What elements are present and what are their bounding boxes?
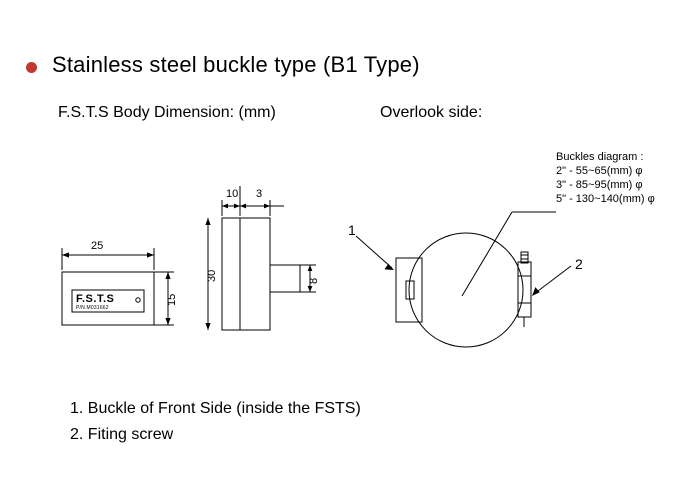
dim-side-tab: 8 — [308, 277, 320, 284]
dim-side-top-left: 10 — [226, 188, 239, 200]
overlook-screw-head — [521, 252, 528, 263]
buckles-note-leader — [462, 212, 512, 296]
side-view-dim10-arrow-left — [222, 204, 228, 209]
overlook-clamp-ring — [409, 233, 523, 347]
callout-2-label: 2 — [575, 256, 583, 272]
dim-front-width: 25 — [91, 240, 104, 252]
front-view-width-arrow-right — [147, 252, 154, 257]
callout-1-label: 1 — [348, 222, 356, 238]
fsts-part-number: P/N.M031662 — [76, 305, 109, 311]
footnote-item: 2. Fiting screw — [70, 426, 174, 443]
front-view-label-text — [76, 293, 142, 311]
overlook-buckle-slot — [406, 281, 414, 299]
side-view-dim3-arrow-right — [264, 204, 270, 209]
callout-2-arrow — [532, 287, 540, 296]
callout-1-leader — [356, 236, 392, 268]
body-dimension-label: F.S.T.S Body Dimension: (mm) — [58, 104, 276, 121]
side-view-body — [222, 218, 270, 330]
overlook-side-label: Overlook side: — [380, 104, 483, 121]
buckles-note-line: 5" - 130~140(mm) φ — [556, 193, 655, 205]
front-view-height-arrow-top — [165, 272, 170, 279]
side-view-dim10-arrow-right — [234, 204, 240, 209]
callout-1-arrow — [385, 264, 395, 270]
side-view-tab — [270, 265, 300, 292]
side-view-tab-arrow-top — [308, 265, 313, 271]
side-view-dim3-arrow-left — [240, 204, 246, 209]
callout-2-leader — [534, 266, 571, 294]
dim-side-top-right: 3 — [256, 188, 263, 200]
side-view-height-arrow-top — [205, 218, 210, 225]
overlook-buckle-block — [396, 258, 422, 322]
buckles-note-line: 2" - 55~65(mm) φ — [556, 165, 643, 177]
overlook-screw-body — [518, 262, 531, 317]
dim-side-height: 30 — [206, 269, 218, 282]
front-view-width-arrow-left — [62, 252, 69, 257]
buckles-note-heading: Buckles diagram : — [556, 151, 644, 163]
side-view-height-arrow-bottom — [205, 323, 210, 330]
dim-front-height: 15 — [166, 293, 178, 306]
side-view-tab-arrow-bottom — [308, 286, 313, 292]
buckles-diagram-note — [556, 150, 655, 206]
front-view-height-arrow-bottom — [165, 318, 170, 325]
footnote-item: 1. Buckle of Front Side (inside the FSTS) — [70, 400, 361, 417]
footnote-list — [70, 396, 361, 448]
buckles-note-line: 3" - 85~95(mm) φ — [556, 179, 643, 191]
page-title: Stainless steel buckle type (B1 Type) — [52, 52, 420, 77]
fsts-brand-text: F.S.T.S — [76, 293, 115, 305]
title-bullet-icon — [26, 62, 37, 73]
